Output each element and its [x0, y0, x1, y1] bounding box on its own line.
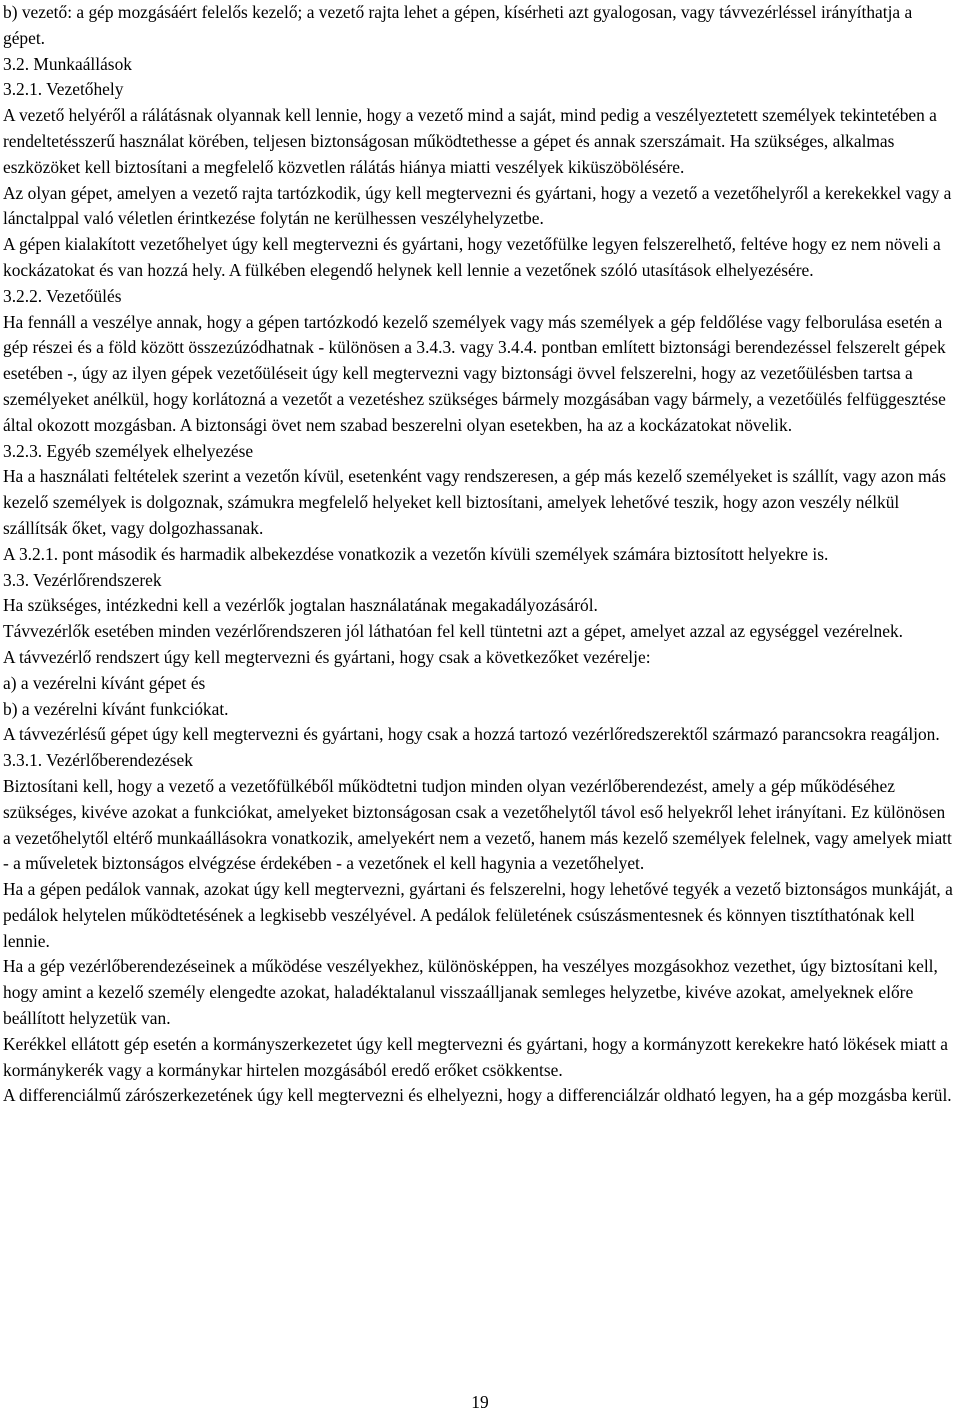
paragraph: A vezető helyéről a rálátásnak olyannak kell lennie, hogy a vezető mind a saját, mind pedig a veszélyeztetett személyek tekintetében a rendeltetésszerű használat körében, teljesen biztonságosan működtethesse a gépet és annak szerszámait. Ha szükséges, alkalmas eszközöket kell biztosítani a megfelelő közvetlen rálátás hiánya miatti veszélyek kiküszöbölésére.	[3, 105, 937, 177]
list-item: b) a vezérelni kívánt funkciókat.	[3, 698, 229, 719]
paragraph: Kerékkel ellátott gép esetén a kormányszerkezetet úgy kell megtervezni és gyártani, hogy a kormányzott kerekekre ható lökések miatt a kormánykerék vagy a kormánykar hirtelen mozgásából eredő erőket csökkentse.	[3, 1033, 948, 1080]
paragraph: Távvezérlők esetében minden vezérlőrendszeren jól láthatóan fel kell tüntetni azt a gépet, amelyet azzal az egységgel vezérelnek.	[3, 621, 903, 642]
paragraph: A távvezérlésű gépet úgy kell megtervezni és gyártani, hogy csak a hozzá tartozó vezérlőredszerektől származó parancsokra reagáljon.	[3, 724, 940, 745]
paragraph: A 3.2.1. pont második és harmadik albekezdése vonatkozik a vezetőn kívüli személyek számára biztosított helyekre is.	[3, 543, 829, 564]
paragraph: Ha a gépen pedálok vannak, azokat úgy kell megtervezni, gyártani és felszerelni, hogy lehetővé tegyék a vezető biztonságos munkáját, a pedálok helytelen működtetésének a legkisebb veszélyével. A pedálok felületének csúszásmentesnek és könnyen tisztíthatónak kell lennie.	[3, 879, 953, 951]
section-heading: 3.2.1. Vezetőhely	[3, 79, 124, 100]
paragraph: Biztosítani kell, hogy a vezető a vezetőfülkéből működtetni tudjon minden olyan vezérlőberendezést, amely a gép működéséhez szükséges, kivéve azokat a funkciókat, amelyeket biztonságosan csak a vezetőhelytől távol eső helyekről lehet irányítani. Ez különösen a vezetőhelytől eltérő munkaállásokra vonatkozik, amelyekért nem a vezető, hanem más kezelő személyek felelnek, vagy amelyek miatt - a műveletek biztonságos elvégzése érdekében - a vezetőnek el kell hagynia a vezetőhelyet.	[3, 775, 952, 874]
document-body	[3, 0, 955, 1109]
section-heading: 3.3.1. Vezérlőberendezések	[3, 750, 193, 771]
paragraph: A távvezérlő rendszert úgy kell megtervezni és gyártani, hogy csak a következőket vezérelje:	[3, 646, 651, 667]
paragraph: Az olyan gépet, amelyen a vezető rajta tartózkodik, úgy kell megtervezni és gyártani, hogy a vezető a vezetőhelyről a kerekekkel vagy a lánctalppal való véletlen érintkezése folytán ne kerülhessen veszélyhelyzetbe.	[3, 182, 952, 229]
page-number: 19	[471, 1392, 489, 1412]
paragraph: Ha a gép vezérlőberendezéseinek a működése veszélyekhez, különösképpen, ha veszélyes mozgásokhoz vezethet, úgy biztosítani kell, hogy amint a kezelő személy elengedte azokat, haladéktalanul visszaálljanak semleges helyzetbe, kivéve azokat, amelyeknek előre beállított helyzetük van.	[3, 956, 938, 1029]
paragraph: Ha szükséges, intézkedni kell a vezérlők jogtalan használatának megakadályozásáról.	[3, 595, 598, 616]
paragraph: Ha a használati feltételek szerint a vezetőn kívül, esetenként vagy rendszeresen, a gép más kezelő személyeket is szállít, vagy azon más kezelő személyek is dolgoznak, számukra megfelelő helyeket kell biztosítani, amelyek lehetővé teszik, hogy azon veszély nélkül szállítsák őket, vagy dolgozhassanak.	[3, 466, 947, 538]
paragraph: Ha fennáll a veszélye annak, hogy a gépen tartózkodó kezelő személyek vagy más személyek a gép feldőlése vagy felborulása esetén a gép részei és a föld között összezúzódhatnak - különösen a 3.4.3. vagy 3.4.4. pontban említett biztonsági berendezéssel felszerelt gépek esetében -, úgy az ilyen gépek vezetőüléseit úgy kell megtervezni vagy biztonsági övvel felszerelni, hogy az vezetőülésben tartsa a személyeket anélkül, hogy korlátozná a vezetőt a vezetéshez szükséges bármely mozgásában vagy bármely, a vezetőülés felfüggesztése által okozott mozgásban. A biztonsági övet nem szabad beszerelni olyan esetekben, ha az a kockázatokat növelik.	[3, 311, 946, 435]
paragraph: b) vezető: a gép mozgásáért felelős kezelő; a vezető rajta lehet a gépen, kísérheti azt gyalogosan, vagy távvezérléssel irányíthatja a gépet.	[3, 2, 913, 48]
section-heading: 3.2. Munkaállások	[3, 53, 132, 74]
paragraph: A gépen kialakított vezetőhelyet úgy kell megtervezni és gyártani, hogy vezetőfülke legyen felszerelhető, feltéve hogy ez nem növeli a kockázatokat és van hozzá hely. A fülkében elegendő helynek kell lennie a vezetőnek szóló utasítások elhelyezésére.	[3, 234, 941, 280]
section-heading: 3.3. Vezérlőrendszerek	[3, 569, 162, 590]
section-heading: 3.2.3. Egyéb személyek elhelyezése	[3, 440, 254, 461]
paragraph: A differenciálmű zárószerkezetének úgy kell megtervezni és elhelyezni, hogy a differenciálzár oldható legyen, ha a gép mozgásba kerül.	[3, 1085, 952, 1106]
section-heading: 3.2.2. Vezetőülés	[3, 285, 122, 306]
list-item: a) a vezérelni kívánt gépet és	[3, 672, 206, 693]
